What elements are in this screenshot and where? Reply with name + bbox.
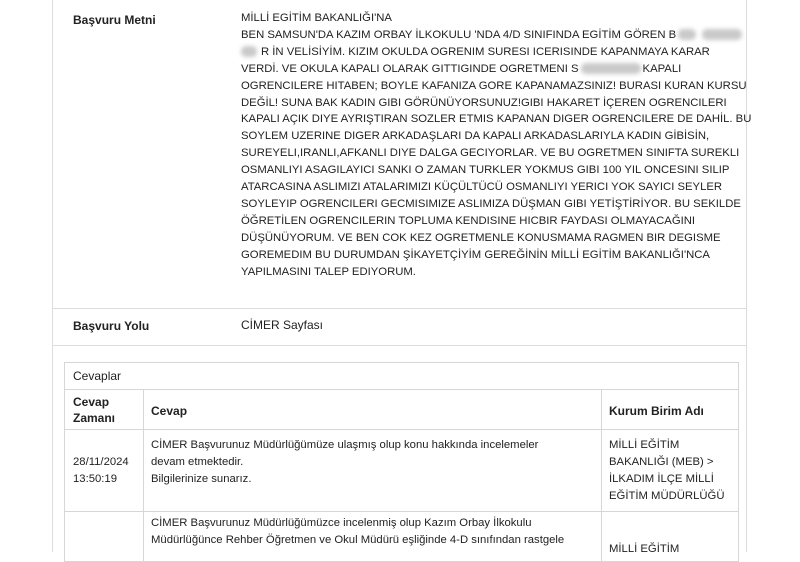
column-header-time: Cevap Zamanı bbox=[73, 395, 116, 425]
application-channel-label: Başvuru Yolu bbox=[73, 319, 150, 333]
answers-title: Cevaplar bbox=[73, 369, 122, 383]
redacted-name bbox=[678, 29, 696, 40]
application-line: SOYLEM UZERINE DIGER ARKADAŞLARI DA KAPALI ARKADASLARIYLA KADIN GİBİSİN, bbox=[241, 130, 710, 143]
column-separator bbox=[601, 389, 602, 561]
divider bbox=[65, 429, 738, 430]
application-line: SUREYELI,IRANLI,AFKANLI DIYE DALGA GECIYORLAR. VE BU OGRETMEN SINIFTA SUREKLI bbox=[241, 147, 740, 160]
divider bbox=[65, 511, 738, 512]
application-line: DEĞİL! SUNA BAK KADIN GIBI GÖRÜNÜYORSUNUZ!GIBI HAKARET İÇEREN OGRENCILERI bbox=[241, 96, 727, 109]
column-separator bbox=[143, 389, 144, 561]
answer-unit: MİLLİ EĞİTİM bbox=[609, 543, 680, 555]
answer-unit: MİLLİ EĞİTİM BAKANLIĞI (MEB) > İLKADIM İLÇE MİLLİ EĞİTİM MÜDÜRLÜĞÜ bbox=[609, 439, 725, 502]
application-line: BEN SAMSUN'DA KAZIM ORBAY İLKOKULU 'NDA 4/D SINIFINDA EGİTİM GÖREN B bbox=[241, 27, 741, 44]
application-text bbox=[241, 10, 752, 281]
application-line: KAPALI AÇIK DIYE AYRIŞTIRAN SOZLER ETMIS KAPANAN DIGER OGRENCILERE DE DAHİL. BU bbox=[241, 113, 752, 126]
application-line: ÖĞRETİLEN OGRENCILERIN TOPLUMA KENDISINE HICBIR FAYDASI OLMAYACAĞINI bbox=[241, 214, 696, 227]
answer-text: CİMER Başvurunuz Müdürlüğümüze ulaşmış olup konu hakkında incelemeler devam etmektedir. Bilgilerinize sunarız. bbox=[151, 439, 539, 485]
redacted-name bbox=[702, 29, 742, 40]
answers-panel bbox=[64, 362, 739, 562]
answer-datetime: 28/11/2024 13:50:19 bbox=[73, 456, 129, 485]
application-line: GOREMEDIM BU DURUMDAN ŞİKAYETÇİYİM GEREĞİNİN MİLLİ EGİTİM BAKANLIĞI'NCA bbox=[241, 248, 710, 261]
application-line: SOYLEYIP OGRENCILERI GECMISIMIZE ASLIMIZA DÜŞMAN GIBI YETİŞTİRİYOR. BU SEKILDE bbox=[241, 197, 741, 210]
application-line: VERDİ. VE OKULA KAPALI OLARAK GITTIGINDE OGRETMENI S KAPALI bbox=[241, 62, 682, 75]
application-line: DÜŞÜNÜYORUM. VE BEN COK KEZ OGRETMENLE KONUSMAMA RAGMEN BIR DEGISME bbox=[241, 231, 721, 244]
application-line: OGRENCILERE HITABEN; BOYLE KAFANIZA GORE KAPANAMAZSINIZ! BURASI KURAN KURSU bbox=[241, 79, 747, 92]
redacted-name bbox=[241, 46, 257, 57]
application-line: R İN VELİSİYİM. KIZIM OKULDA OGRENIM SURESI ICERISINDE KAPANMAYA KARAR bbox=[241, 44, 741, 61]
application-text-label: Başvuru Metni bbox=[73, 13, 156, 27]
application-line: YAPILMASINI TALEP EDIYORUM. bbox=[241, 265, 416, 278]
application-line: MİLLİ EGİTİM BAKANLIĞI'NA bbox=[241, 12, 392, 24]
divider bbox=[52, 308, 747, 309]
application-line: ATARCASINA ASLIMIZI ATALARIMIZI KÜÇÜLTÜCÜ OSMANLIYI YERICI YOK SAYICI SEYLER bbox=[241, 181, 723, 194]
divider bbox=[52, 345, 747, 346]
application-channel-value: CİMER Sayfası bbox=[241, 318, 324, 332]
divider bbox=[65, 389, 738, 390]
application-line: OSMANLIYI ASAGILAYICI SANKI O ZAMAN TURKLER YOKMUS GIBI 100 YIL ONCESINI SILIP bbox=[241, 164, 730, 177]
column-header-answer: Cevap bbox=[151, 404, 188, 418]
answer-text: CİMER Başvurunuz Müdürlüğümüzce incelenmiş olup Kazım Orbay İlkokulu Müdürlüğünce Rehber Öğretmen ve Okul Müdürü eşliğinde 4-D sınıfından rastgele bbox=[151, 517, 565, 546]
redacted-name bbox=[581, 63, 641, 74]
column-header-unit: Kurum Birim Adı bbox=[609, 404, 704, 418]
